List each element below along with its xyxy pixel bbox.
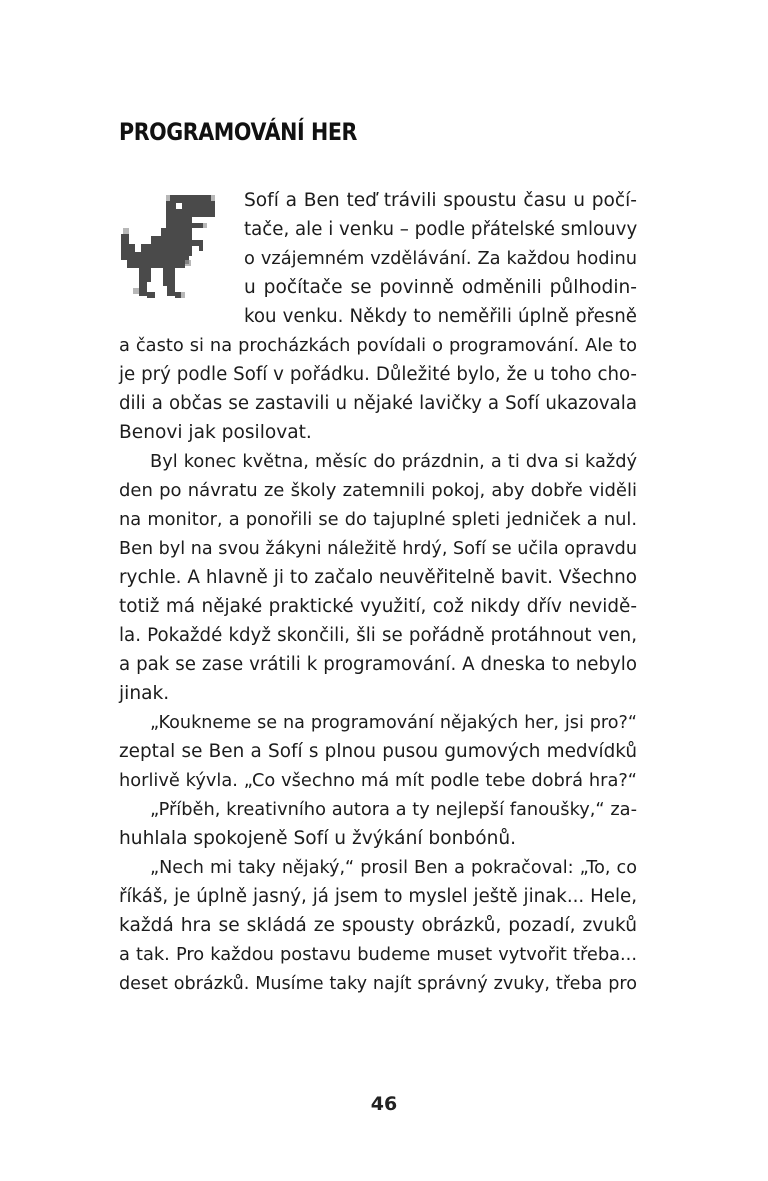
- body-line: říkáš, je úplně jasný, já jsem to myslel ještě jinak... Hele,: [119, 886, 637, 907]
- body-line: „Nech mi taky nějaký,“ prosil Ben a pokračoval: „To, co: [150, 858, 637, 878]
- body-line: Ben byl na svou žákyni náležitě hrdý, Sofí se učila opravdu: [119, 539, 637, 559]
- body-line: Sofí a Ben teď trávili spoustu času u počí-: [244, 190, 637, 211]
- chapter-title: PROGRAMOVÁNÍ HER: [119, 118, 357, 146]
- pixel-dinosaur-icon: [121, 190, 217, 300]
- body-line: o vzájemném vzdělávání. Za každou hodinu: [244, 248, 637, 269]
- body-line: kou venku. Někdy to neměřili úplně přesně: [244, 306, 637, 327]
- body-line: tače, ale i venku – podle přátelské smlouvy: [244, 219, 638, 240]
- body-line: je prý podle Sofí v pořádku. Důležité bylo, že u toho cho-: [119, 364, 637, 385]
- body-line: Benovi jak posilovat.: [119, 422, 312, 443]
- body-line: a tak. Pro každou postavu budeme muset vytvořit třeba...: [119, 944, 637, 965]
- body-line: horlivě kývla. „Co všechno má mít podle tebe dobrá hra?“: [119, 770, 637, 791]
- body-line: Byl konec května, měsíc do prázdnin, a ti dva si každý: [150, 451, 637, 472]
- body-line: huhlala spokojeně Sofí u žvýkání bonbónů.: [119, 828, 517, 849]
- body-line: „Koukneme se na programování nějakých her, jsi pro?“: [150, 713, 637, 733]
- body-line: den po návratu ze školy zatemnili pokoj, aby dobře viděli: [119, 480, 637, 501]
- body-line: a pak se zase vrátili k programování. A dneska to nebylo: [119, 654, 637, 675]
- body-line: zeptal se Ben a Sofí s plnou pusou gumových medvídků: [119, 741, 637, 762]
- body-line: u počítače se povinně odměnili půlhodin-: [244, 277, 637, 298]
- body-line: rychle. A hlavně ji to začalo neuvěřitelně bavit. Všechno: [119, 567, 637, 588]
- body-line: a často si na procházkách povídali o programování. Ale to: [119, 335, 637, 356]
- body-line: la. Pokaždé když skončili, šli se pořádně protáhnout ven,: [119, 625, 637, 646]
- body-line: jinak.: [119, 683, 170, 704]
- body-line: totiž má nějaké praktické využití, což nikdy dřív nevidě-: [119, 596, 637, 617]
- body-line: každá hra se skládá ze spousty obrázků, pozadí, zvuků: [119, 915, 637, 936]
- body-line: dili a občas se zastavili u nějaké lavičky a Sofí ukazovala: [119, 393, 637, 414]
- body-line: na monitor, a ponořili se do tajuplné spleti jedniček a nul.: [119, 509, 637, 530]
- body-line: deset obrázků. Musíme taky najít správný zvuky, třeba pro: [119, 974, 637, 994]
- page-number: 46: [370, 1093, 398, 1115]
- body-line: „Příběh, kreativního autora a ty nejlepší fanoušky,“ za-: [150, 799, 637, 820]
